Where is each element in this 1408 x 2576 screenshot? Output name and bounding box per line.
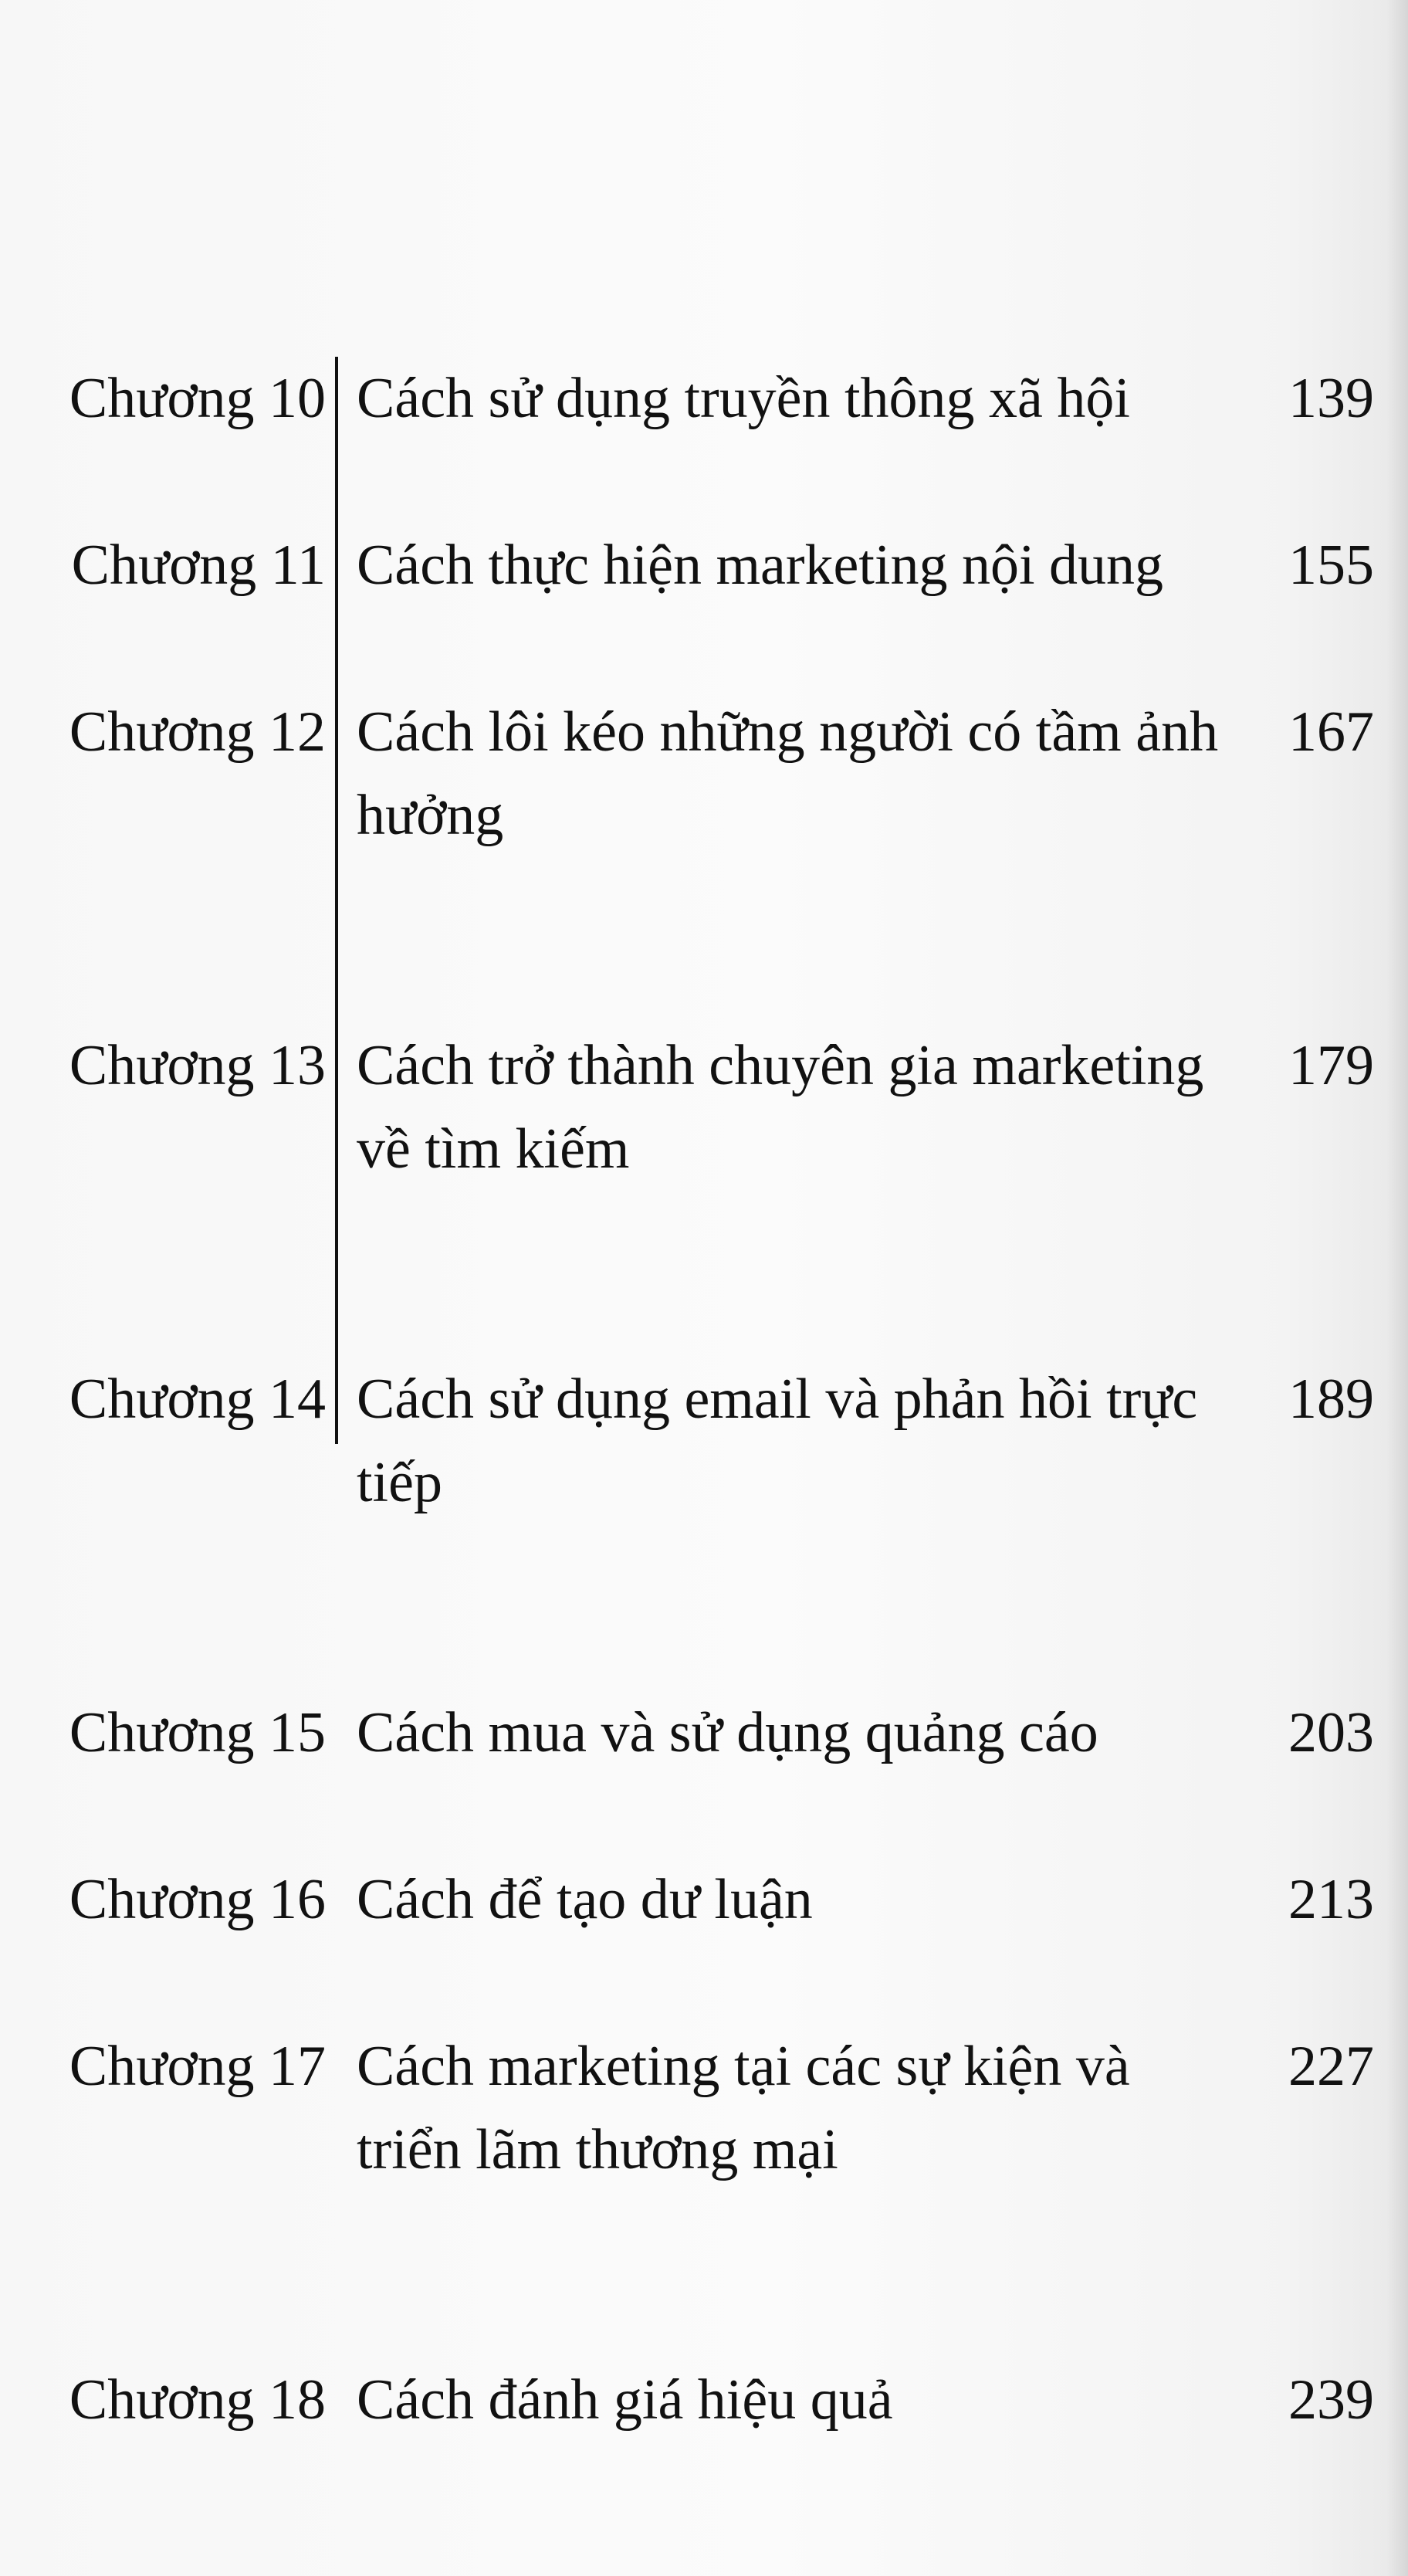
toc-entry-chapter-18 (56, 2358, 1374, 2442)
chapter-label: Chương 17 (69, 2035, 326, 2098)
toc-entry-chapter-16 (56, 1858, 1374, 1941)
table-of-contents (56, 357, 1374, 2432)
page-edge-shadow (1386, 0, 1408, 2576)
toc-entry-chapter-10 (56, 357, 1374, 440)
page-number: 227 (1288, 2035, 1374, 2098)
toc-entry-chapter-13 (56, 1024, 1374, 1191)
chapter-label: Chương 15 (69, 1701, 326, 1764)
chapter-title: Cách marketing tại các sự kiện và triển lãm thương mại (357, 2035, 1130, 2181)
toc-entry-chapter-15 (56, 1691, 1374, 1774)
chapter-title: Cách trở thành chuyên gia marketing về tìm kiếm (357, 1034, 1204, 1181)
chapter-label: Chương 12 (69, 700, 326, 764)
chapter-label: Chương 10 (69, 367, 326, 430)
chapter-title: Cách sử dụng truyền thông xã hội (357, 367, 1130, 430)
chapter-label: Chương 13 (69, 1034, 326, 1097)
chapter-title: Cách để tạo dư luận (357, 1868, 813, 1931)
toc-entry-chapter-17 (56, 2025, 1374, 2191)
chapter-label: Chương 14 (69, 1368, 326, 1431)
chapter-title: Cách mua và sử dụng quảng cáo (357, 1701, 1098, 1764)
page-number: 213 (1288, 1868, 1374, 1931)
page-number: 203 (1288, 1701, 1374, 1764)
page-number: 155 (1288, 534, 1374, 597)
chapter-title: Cách lôi kéo những người có tầm ảnh hưởng (357, 700, 1219, 847)
page-number: 139 (1288, 367, 1374, 430)
page-number: 189 (1288, 1368, 1374, 1431)
page-number: 167 (1288, 700, 1374, 764)
toc-entry-chapter-14 (56, 1357, 1374, 1524)
toc-entry-chapter-11 (56, 524, 1374, 607)
chapter-label: Chương 16 (69, 1868, 326, 1931)
chapter-label: Chương 18 (69, 2368, 326, 2432)
page-number: 179 (1288, 1034, 1374, 1097)
chapter-title: Cách thực hiện marketing nội dung (357, 534, 1164, 597)
toc-entry-chapter-12 (56, 690, 1374, 857)
toc-divider (335, 357, 338, 1444)
page-number: 239 (1288, 2368, 1374, 2432)
chapter-label: Chương 11 (71, 534, 326, 597)
chapter-title: Cách đánh giá hiệu quả (357, 2368, 893, 2432)
chapter-title: Cách sử dụng email và phản hồi trực tiếp (357, 1368, 1198, 1514)
